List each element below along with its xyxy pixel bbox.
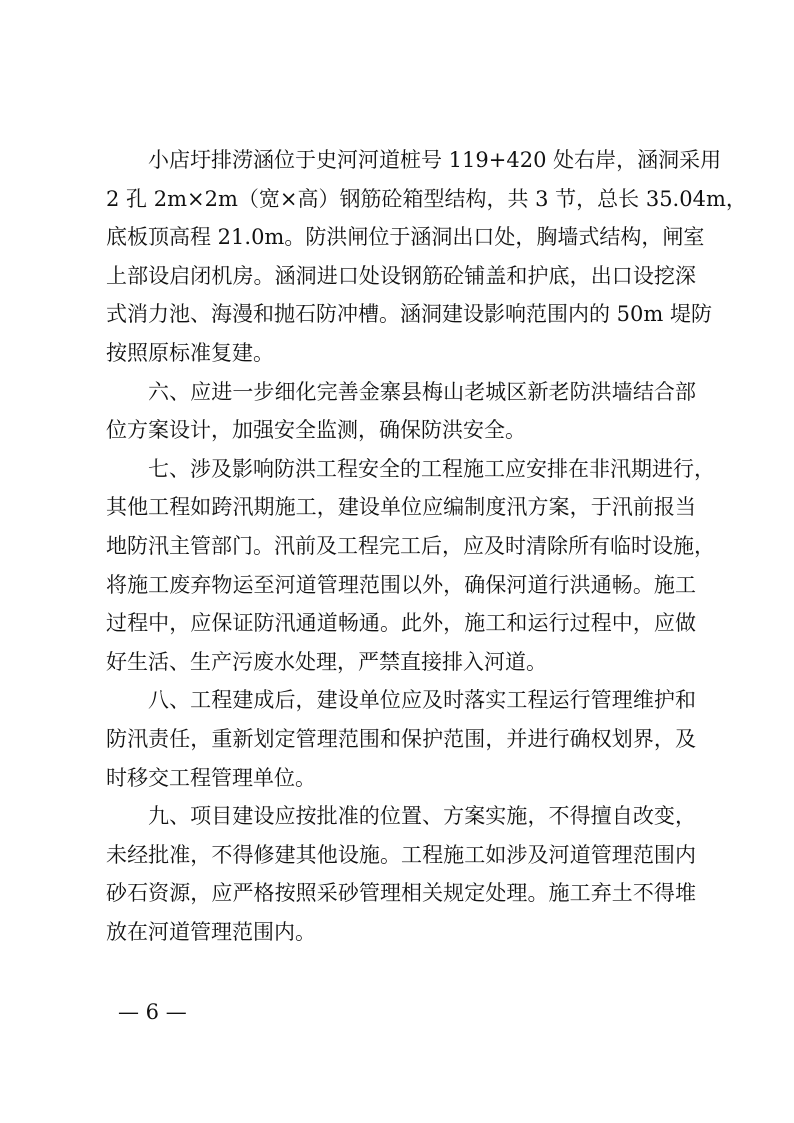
paragraph-3-line-4: 将施工废弃物运至河道管理范围以外，确保河道行洪通畅。施工 [106,572,696,597]
paragraph-1-line-6: 按照原标准复建。 [106,340,274,365]
paragraph-3-line-1: 七、涉及影响防洪工程安全的工程施工应安排在非汛期进行， [148,456,715,481]
paragraph-3-line-5: 过程中，应保证防汛通道畅通。此外，施工和运行过程中，应做 [106,611,696,636]
paragraph-3-line-2: 其他工程如跨汛期施工，建设单位应编制度汛方案，于汛前报当 [106,495,696,520]
paragraph-1-line-3: 底板顶高程 21.0m。防洪闸位于涵洞出口处，胸墙式结构，闸室 [106,225,705,250]
paragraph-5-line-3: 砂石资源，应严格按照采砂管理相关规定处理。施工弃土不得堆 [106,881,696,906]
paragraph-4-line-2: 防汛责任，重新划定管理范围和保护范围，并进行确权划界，及 [106,726,696,751]
paragraph-1-line-1: 小店圩排涝涵位于史河河道桩号 119+420 处右岸，涵洞采用 [148,148,722,172]
paragraph-1-line-4: 上部设启闭机房。涵洞进口处设钢筋砼铺盖和护底，出口设挖深 [106,263,696,288]
paragraph-1-line-2: 2 孔 2m×2m（宽×高）钢筋砼箱型结构，共 3 节，总长 35.04m， [106,186,747,211]
paragraph-2-line-1: 六、应进一步细化完善金寨县梅山老城区新老防洪墙结合部 [148,379,696,404]
paragraph-4-line-1: 八、工程建成后，建设单位应及时落实工程运行管理维护和 [148,688,696,713]
paragraph-1-line-5: 式消力池、海漫和抛石防冲槽。涵洞建设影响范围内的 50m 堤防 [106,302,712,327]
paragraph-4-line-3: 时移交工程管理单位。 [106,765,316,790]
paragraph-5-line-4: 放在河道管理范围内。 [106,919,316,944]
document-body [106,141,747,951]
paragraph-5-line-2: 未经批准，不得修建其他设施。工程施工如涉及河道管理范围内 [106,842,696,867]
paragraph-5-line-1: 九、项目建设应按批准的位置、方案实施，不得擅自改变， [148,804,696,829]
paragraph-3-line-3: 地防汛主管部门。汛前及工程完工后，应及时清除所有临时设施， [106,533,715,558]
page-number: — 6 — [118,1000,187,1024]
paragraph-2-line-2: 位方案设计，加强安全监测，确保防洪安全。 [106,418,526,443]
paragraph-3-line-6: 好生活、生产污废水处理，严禁直接排入河道。 [106,649,547,674]
